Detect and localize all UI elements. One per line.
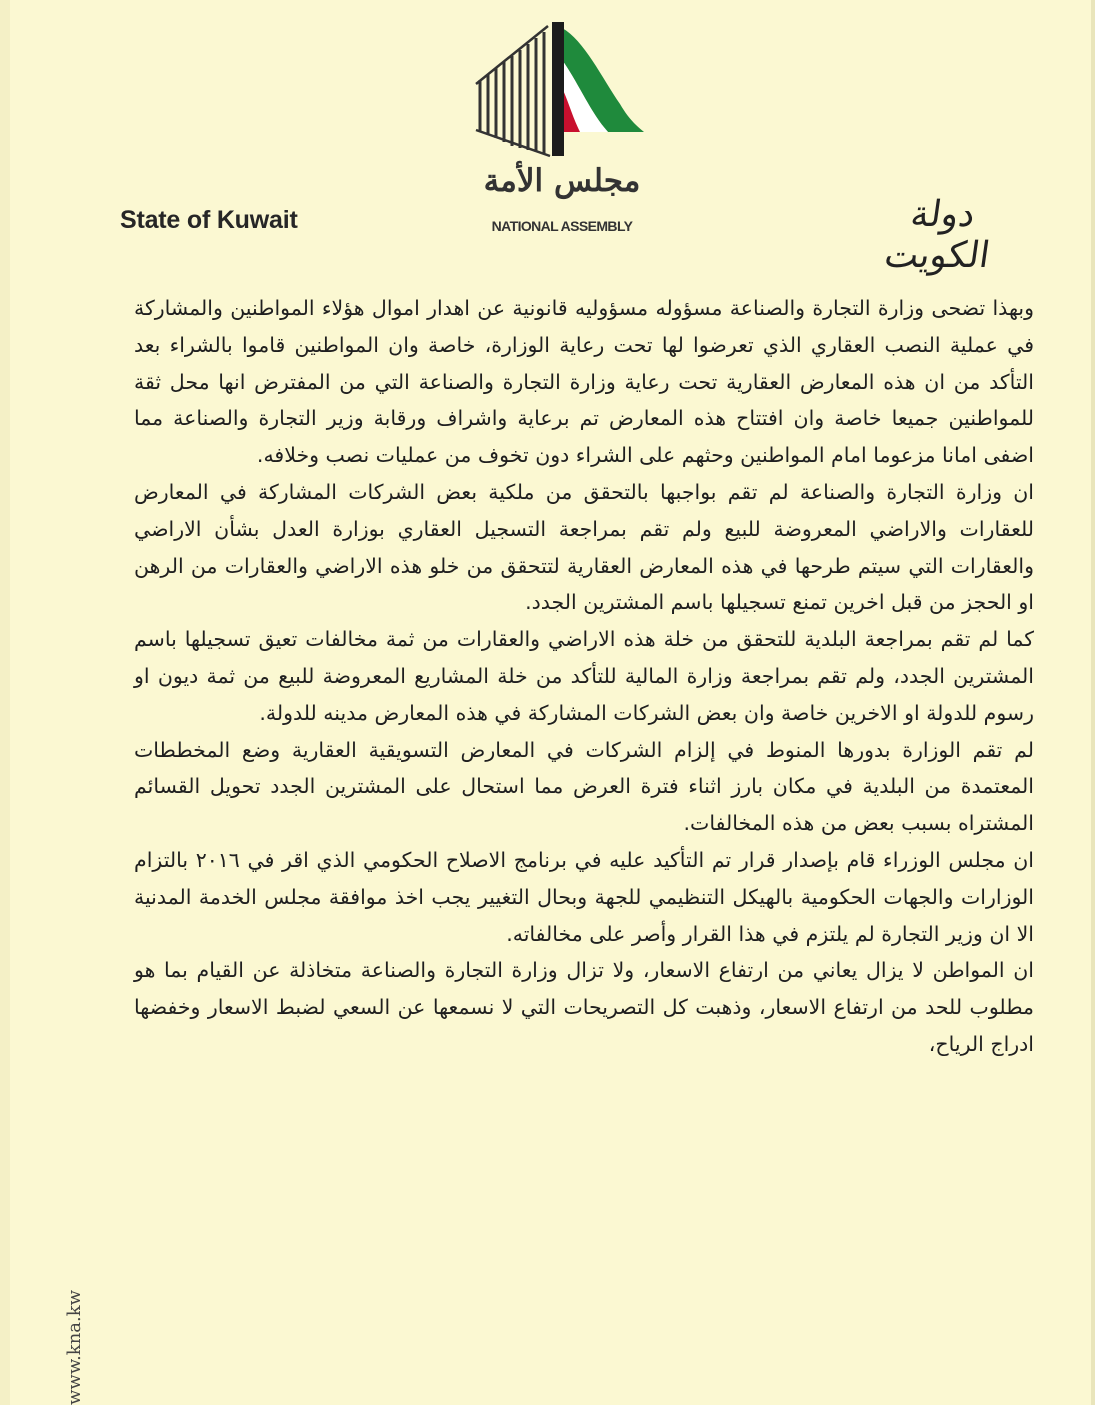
paragraph: ان وزارة التجارة والصناعة لم تقم بواجبها بالتحقق من ملكية بعض الشركات المشاركة في المعارض للعقارات والاراضي المعروضة للبيع ولم تقم بمراجعة التسجيل العقاري بوزارة العدل بشأن الاراضي والعقارات التي سيتم طرحها في هذه المعارض العقارية لتتحقق من خلو هذه الاراضي والعقارات من الرهن او الحجز من قبل اخرين تمنع تسجيلها باسم المشترين الجدد. [134, 479, 1034, 615]
paragraph: ان مجلس الوزراء قام بإصدار قرار تم التأكيد عليه في برنامج الاصلاح الحكومي الذي اقر في ٢٠١٦ بالتزام الوزارات والجهات الحكومية بالهيكل التنظيمي للجهة وبحال التغيير يجب اخذ موافقة مجلس الخدمة المدنية الا ان وزير التجارة لم يلتزم في هذا القرار وأصر على مخالفاته. [134, 847, 1034, 946]
paragraph: وبهذا تضحى وزارة التجارة والصناعة مسؤوله مسؤوليه قانونية عن اهدار اموال هؤلاء المواطنين والمشاركة في عملية النصب العقاري الذي تعرضوا لها تحت رعاية الوزارة، خاصة وان المواطنين قاموا بالشراء بعد التأكد من ان هذه المعارض العقارية تحت رعاية وزارة التجارة والصناعة التي من المفترض انها محل ثقة للمواطنين جميعا خاصة وان افتتاح هذه المعارض تم برعاية واشراف ورقابة وزير التجارة والصناعة مما اضفى امانا مزعوما امام المواطنين وحثهم على الشراء دون تخوف من عمليات نصب وخلافه. [134, 296, 1034, 468]
paragraph: لم تقم الوزارة بدورها المنوط في إلزام الشركات في المعارض التسويقية العقارية وضع المخططات المعتمدة من البلدية في مكان بارز اثناء فترة العرض مما استحال على المشترين الجدد تحويل القسائم المشتراه بسبب بعض من هذه المخالفات. [134, 737, 1034, 836]
logo-pillar-black [552, 22, 564, 156]
national-assembly-logo-icon [462, 20, 662, 240]
state-of-kuwait-arabic: دولة الكويت [881, 194, 993, 276]
logo-english-name: NATIONAL ASSEMBLY [491, 218, 633, 234]
logo-arabic-name: مجلس الأمة [483, 163, 641, 199]
logo-building-columns [476, 26, 550, 156]
paragraph: ان المواطن لا يزال يعاني من ارتفاع الاسعار، ولا تزال وزارة التجارة والصناعة متخاذلة عن القيام بما هو مطلوب للحد من ارتفاع الاسعار، وذهبت كل التصريحات التي لا نسمعها عن السعي لضبط الاسعار وخفضها ادراج الرياح، [134, 958, 1034, 1056]
state-of-kuwait-english: State of Kuwait [120, 206, 298, 234]
paragraph: كما لم تقم بمراجعة البلدية للتحقق من خلة هذه الاراضي والعقارات من ثمة مخالفات تعيق تسجيلها باسم المشترين الجدد، ولم تقم بمراجعة وزارة المالية للتأكد من خلة المشاريع المعروضة للبيع من ثمة ديون او رسوم للدولة او الاخرين خاصة وان بعض الشركات المشاركة في هذه المعارض مدينه للدولة. [134, 627, 1034, 725]
letterhead [0, 0, 1095, 276]
letter-body [134, 290, 1034, 1063]
website-url: www.kna.kw [64, 1289, 85, 1405]
